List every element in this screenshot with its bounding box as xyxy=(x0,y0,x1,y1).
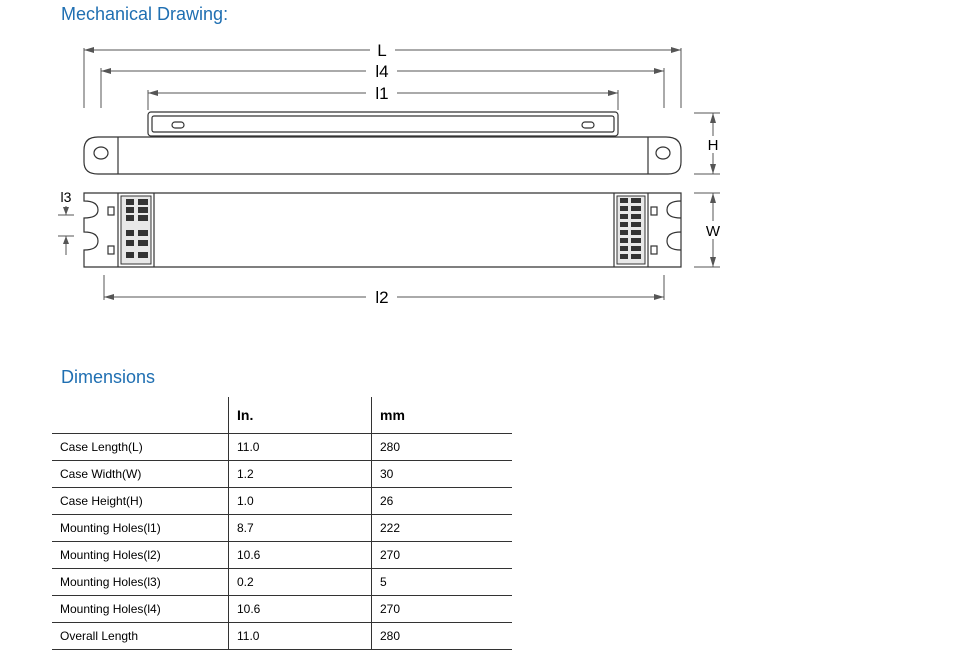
row-label: Mounting Holes(l4) xyxy=(52,596,229,623)
table-row xyxy=(52,461,512,488)
header-in: In. xyxy=(229,397,372,434)
row-in: 1.2 xyxy=(229,461,372,488)
row-mm: 270 xyxy=(372,596,513,623)
row-in: 11.0 xyxy=(229,623,372,650)
row-label: Case Length(L) xyxy=(52,434,229,461)
row-mm: 30 xyxy=(372,461,513,488)
row-mm: 280 xyxy=(372,623,513,650)
table-header-row xyxy=(52,397,512,434)
row-in: 10.6 xyxy=(229,596,372,623)
header-label xyxy=(52,397,229,434)
row-in: 0.2 xyxy=(229,569,372,596)
table-row xyxy=(52,542,512,569)
row-in: 10.6 xyxy=(229,542,372,569)
table-row xyxy=(52,515,512,542)
dim-label-W: W xyxy=(705,223,721,240)
table-row xyxy=(52,434,512,461)
dimensions-heading: Dimensions xyxy=(61,367,156,387)
table-row xyxy=(52,569,512,596)
dim-label-l3: l3 xyxy=(60,189,72,205)
dimensions-table xyxy=(52,397,512,650)
table-row xyxy=(52,488,512,515)
row-mm: 270 xyxy=(372,542,513,569)
dim-label-l1: l1 xyxy=(375,84,389,103)
mechanical-drawing-heading: Mechanical Drawing: xyxy=(61,4,229,24)
row-label: Mounting Holes(l3) xyxy=(52,569,229,596)
row-in: 1.0 xyxy=(229,488,372,515)
row-label: Overall Length xyxy=(52,623,229,650)
row-mm: 5 xyxy=(372,569,513,596)
dim-label-L: L xyxy=(377,41,387,60)
row-label: Case Height(H) xyxy=(52,488,229,515)
row-mm: 26 xyxy=(372,488,513,515)
dim-label-l4: l4 xyxy=(375,62,389,81)
row-label: Mounting Holes(l1) xyxy=(52,515,229,542)
row-mm: 280 xyxy=(372,434,513,461)
table-row xyxy=(52,623,512,650)
row-mm: 222 xyxy=(372,515,513,542)
row-label: Case Width(W) xyxy=(52,461,229,488)
row-label: Mounting Holes(l2) xyxy=(52,542,229,569)
row-in: 11.0 xyxy=(229,434,372,461)
dim-label-l2: l2 xyxy=(375,288,389,307)
dim-label-H: H xyxy=(707,137,719,154)
header-mm: mm xyxy=(372,397,513,434)
table-row xyxy=(52,596,512,623)
row-in: 8.7 xyxy=(229,515,372,542)
